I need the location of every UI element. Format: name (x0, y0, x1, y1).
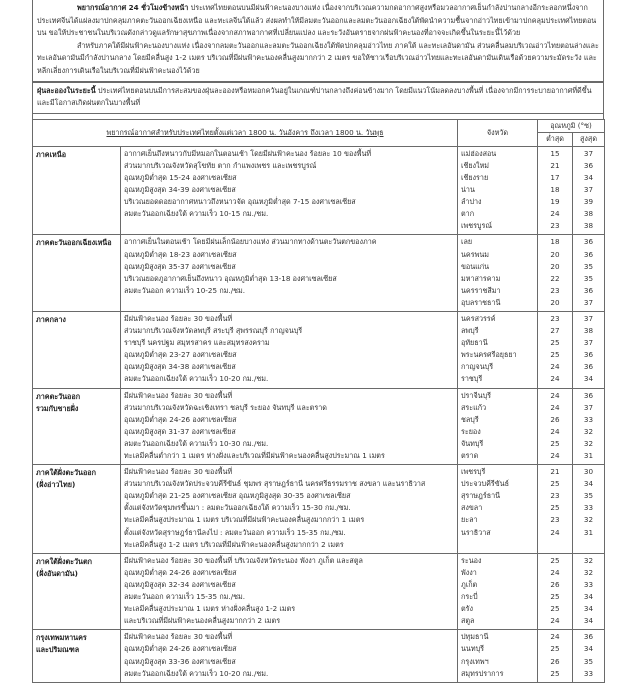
description-line: ลมตะวันออกเฉียงใต้ ความเร็ว 10-30 กม./ชม. (124, 438, 269, 448)
description-line: ลมตะวันออกเฉียงใต้ ความเร็ว 10-20 กม./ชม. (124, 374, 269, 384)
high-temp: 38 (583, 209, 594, 219)
high-temp: 32 (583, 555, 594, 565)
high-temp: 38 (583, 221, 594, 231)
region-name: ภาคตะวันออก (36, 391, 81, 401)
low-temp: 24 (550, 374, 560, 384)
high-temp: 36 (583, 160, 594, 170)
high-temp: 30 (583, 467, 594, 477)
province-name: ระยอง (461, 426, 481, 436)
low-temp: 19 (550, 197, 560, 207)
table-row (33, 235, 605, 312)
description-line: อุณหภูมิต่ำสุด 15-24 องศาเซลเซียส (124, 172, 237, 182)
high-temp: 36 (583, 390, 594, 400)
table-title: พยากรณ์อากาศสำหรับประเทศไทยตั้งแต่เวลา 1800 น. วันอังคาร ถึงเวลา 1800 น. วันพุธ (33, 119, 458, 146)
high-temp: 35 (583, 273, 594, 283)
low-temp: 18 (550, 185, 560, 195)
province-name: ตาก (461, 209, 475, 219)
region-name: ภาคตะวันออกเฉียงเหนือ (36, 238, 112, 248)
description-line: มีฝนฟ้าคะนอง ร้อยละ 30 ของพื้นที่ บริเวณจังหวัดระนอง พังงา ภูเก็ต และสตูล (124, 555, 363, 565)
region-name: (ฝั่งอ่าวไทย) (36, 480, 76, 490)
region-name: รวมกับชายฝั่ง (36, 403, 79, 413)
high-temp-cell (573, 311, 605, 388)
province-name: เชียงใหม่ (461, 160, 490, 170)
high-temp: 36 (583, 237, 594, 247)
table-row (33, 465, 605, 554)
low-temp-cell (538, 388, 573, 465)
low-temp: 25 (550, 503, 560, 513)
province-name: ลพบุรี (461, 326, 479, 336)
province-cell (458, 630, 538, 682)
low-temp-cell (538, 235, 573, 312)
high-temp: 36 (583, 249, 594, 259)
region-name-cell (33, 553, 121, 630)
province-name: ปราจีนบุรี (461, 390, 492, 400)
low-temp-cell (538, 630, 573, 682)
low-temp: 18 (550, 237, 560, 247)
province-name: อุบลราชธานี (461, 297, 501, 307)
high-temp-cell (573, 465, 605, 554)
province-name: น่าน (461, 185, 475, 195)
description-line: อุณหภูมิสูงสุด 35-37 องศาเซลเซียส (124, 261, 236, 271)
high-temp: 35 (583, 656, 594, 666)
high-temp: 34 (583, 616, 594, 626)
low-temp: 25 (550, 644, 560, 654)
description-line: ลมตะวันออก ความเร็ว 10-25 กม./ชม. (124, 285, 246, 295)
temp-header: อุณหภูมิ (°ซ) (538, 119, 605, 133)
description-line: ราชบุรี นครปฐม สมุทรสาคร และสมุทรสงคราม (124, 338, 270, 348)
province-cell (458, 146, 538, 235)
region-name: ภาคใต้ฝั่งตะวันออก (36, 468, 96, 478)
description-line: อุณหภูมิสูงสุด 34-38 องศาเซลเซียส (124, 362, 236, 372)
province-name: ประจวบคีรีขันธ์ (461, 479, 509, 489)
description-line: อุณหภูมิสูงสุด 34-39 องศาเซลเซียส (124, 185, 236, 195)
low-temp: 21 (550, 160, 560, 170)
province-name: สระแก้ว (461, 402, 487, 412)
high-temp: 36 (583, 350, 594, 360)
forecast-table (32, 119, 605, 683)
low-temp: 26 (550, 579, 560, 589)
province-name: สงขลา (461, 503, 483, 513)
province-name: จันทบุรี (461, 438, 484, 448)
high-temp-cell (573, 235, 605, 312)
low-temp: 15 (550, 148, 560, 158)
dust-text: ประเทศไทยตอนบนมีการสะสมของฝุ่นละอองหรือหมอกควันอยู่ในเกณฑ์ปานกลางถึงค่อนข้างมาก โดยมีแนวโน้มลดลงบางพื้นที่ เนื่องจากมีการระบายอากาศที่ดีขึ้น และมีโอกาสเกิดฝนตกในบางพื้นที่ (37, 85, 592, 108)
description-line: อุณหภูมิสูงสุด 33-36 องศาเซลเซียส (124, 656, 236, 666)
high-temp: 33 (583, 668, 594, 678)
description-line: และบริเวณที่มีฝนฟ้าคะนองคลื่นสูงมากกว่า 2 เมตร (124, 616, 281, 626)
high-temp: 35 (583, 261, 594, 271)
low-temp: 23 (550, 313, 560, 323)
province-name: ลำปาง (461, 197, 482, 207)
region-description-cell (121, 388, 458, 465)
low-temp: 25 (550, 592, 560, 602)
description-line: ลมตะวันออกเฉียงใต้ ความเร็ว 10-20 กม./ชม. (124, 668, 269, 678)
province-name: แม่ฮ่องสอน (461, 148, 497, 158)
description-line: บริเวณยอดดอยอากาศหนาวถึงหนาวจัด อุณหภูมิต่ำสุด 7-15 องศาเซลเซียส (124, 197, 356, 207)
province-name: มหาสารคาม (461, 273, 501, 283)
low-temp: 21 (550, 467, 560, 477)
description-line: อุณหภูมิต่ำสุด 23-27 องศาเซลเซียส (124, 350, 237, 360)
province-name: กาญจนบุรี (461, 362, 494, 372)
province-name: ภูเก็ต (461, 579, 478, 589)
low-temp: 26 (550, 656, 560, 666)
province-name: พระนครศรีอยุธยา (461, 350, 517, 360)
province-name: นครสวรรค์ (461, 313, 496, 323)
province-name: ขอนแก่น (461, 261, 490, 271)
low-temp: 25 (550, 338, 560, 348)
province-cell (458, 465, 538, 554)
region-name-cell (33, 235, 121, 312)
province-name: พังงา (461, 567, 477, 577)
low-temp: 23 (550, 491, 560, 501)
region-description-cell (121, 235, 458, 312)
description-line: ส่วนมากบริเวณจังหวัดประจวบคีรีขันธ์ ชุมพร สุราษฎร์ธานี นครศรีธรรมราช สงขลา และนราธิวาส (124, 479, 426, 489)
low-temp: 24 (550, 616, 560, 626)
description-line: ทะเลมีคลื่นสูงประมาณ 1 เมตร ห่างฝั่งคลื่นสูง 1-2 เมตร (124, 604, 296, 614)
description-line: บริเวณยอดภูอากาศเย็นถึงหนาว อุณหภูมิต่ำสุด 13-18 องศาเซลเซียส (124, 273, 337, 283)
high-header: สูงสุด (573, 133, 605, 147)
region-description-cell (121, 311, 458, 388)
low-temp: 22 (550, 273, 560, 283)
high-temp: 32 (583, 438, 594, 448)
region-name: ภาคใต้ฝั่งตะวันตก (36, 556, 92, 566)
low-temp: 25 (550, 555, 560, 565)
low-temp: 20 (550, 297, 560, 307)
low-temp: 24 (550, 390, 560, 400)
low-temp-cell (538, 465, 573, 554)
high-temp: 37 (583, 185, 594, 195)
description-line: ลมตะวันออก ความเร็ว 15-35 กม./ชม. (124, 592, 246, 602)
region-name: และปริมณฑล (36, 645, 80, 655)
low-temp: 27 (550, 326, 560, 336)
table-row (33, 388, 605, 465)
region-name-cell (33, 465, 121, 554)
low-temp: 24 (550, 362, 560, 372)
description-line: มีฝนฟ้าคะนอง ร้อยละ 30 ของพื้นที่ (124, 467, 233, 477)
description-line: ตั้งแต่จังหวัดชุมพรขึ้นมา : ลมตะวันออกเฉียงใต้ ความเร็ว 15-30 กม./ชม. (124, 503, 351, 513)
description-line: ส่วนมากบริเวณจังหวัดฉะเชิงเทรา ชลบุรี ระยอง จันทบุรี และตราด (124, 402, 327, 412)
description-line: ลมตะวันออกเฉียงใต้ ความเร็ว 10-15 กม./ชม. (124, 209, 269, 219)
region-name: กรุงเทพมหานคร (36, 633, 87, 643)
region-description-cell (121, 553, 458, 630)
description-line: ส่วนมากบริเวณจังหวัดลพบุรี สระบุรี สุพรรณบุรี กาญจนบุรี (124, 326, 303, 336)
high-temp-cell (573, 630, 605, 682)
low-temp: 25 (550, 668, 560, 678)
dust-box (32, 82, 604, 114)
high-temp: 37 (583, 338, 594, 348)
forecast-document (32, 0, 604, 683)
table-body (33, 146, 605, 682)
high-temp: 32 (583, 426, 594, 436)
low-temp: 20 (550, 249, 560, 259)
low-temp: 24 (550, 402, 560, 412)
low-temp: 24 (550, 527, 560, 537)
description-line: ส่วนมากบริเวณจังหวัดสุโขทัย ตาก กำแพงเพชร และเพชรบูรณ์ (124, 160, 317, 170)
province-name: เชียงราย (461, 172, 489, 182)
high-temp: 34 (583, 592, 594, 602)
low-temp: 24 (550, 209, 560, 219)
province-name: ตรัง (461, 604, 474, 614)
low-temp: 24 (550, 426, 560, 436)
province-name: ปทุมธานี (461, 632, 489, 642)
region-name-cell (33, 311, 121, 388)
low-temp: 24 (550, 567, 560, 577)
province-name: นครราชสีมา (461, 285, 501, 295)
description-line: ทะเลมีคลื่นสูง 1-2 เมตร บริเวณที่มีฝนฟ้าคะนองคลื่นสูงมากกว่า 2 เมตร (124, 539, 344, 549)
high-temp: 34 (583, 172, 594, 182)
high-temp: 37 (583, 297, 594, 307)
description-line: ทะเลมีคลื่นสูงประมาณ 1 เมตร บริเวณที่มีฝนฟ้าคะนองคลื่นสูงมากกว่า 1 เมตร (124, 515, 365, 525)
high-temp: 34 (583, 604, 594, 614)
province-name: สตูล (461, 616, 475, 626)
high-temp: 39 (583, 197, 594, 207)
description-line: อุณหภูมิต่ำสุด 21-25 องศาเซลเซียส อุณหภูมิสูงสุด 30-35 องศาเซลเซียส (124, 491, 351, 501)
high-temp: 34 (583, 374, 594, 384)
high-temp: 37 (583, 402, 594, 412)
region-name: ภาคเหนือ (36, 149, 67, 159)
high-temp: 34 (583, 644, 594, 654)
province-name: นราธิวาส (461, 527, 491, 537)
low-temp: 24 (550, 632, 560, 642)
description-line: มีฝนฟ้าคะนอง ร้อยละ 30 ของพื้นที่ (124, 390, 233, 400)
low-temp: 23 (550, 515, 560, 525)
province-name: กรุงเทพฯ (461, 656, 489, 666)
description-line: อุณหภูมิสูงสุด 32-34 องศาเซลเซียส (124, 579, 236, 589)
high-temp: 33 (583, 503, 594, 513)
region-name-cell (33, 388, 121, 465)
region-description-cell (121, 630, 458, 682)
high-temp: 35 (583, 491, 594, 501)
province-name: เลย (461, 237, 473, 247)
summary-box (32, 0, 604, 82)
low-temp: 25 (550, 604, 560, 614)
table-row (33, 146, 605, 235)
description-line: อุณหภูมิต่ำสุด 18-23 องศาเซลเซียส (124, 249, 237, 259)
province-name: ตราด (461, 451, 479, 460)
dust-paragraph (37, 85, 599, 110)
dust-heading: ฝุ่นละอองในระยะนี้ (37, 85, 96, 95)
province-cell (458, 553, 538, 630)
high-temp: 37 (583, 148, 594, 158)
province-cell (458, 311, 538, 388)
region-name: ภาคกลาง (36, 314, 66, 324)
description-line: อุณหภูมิต่ำสุด 24-26 องศาเซลเซียส (124, 414, 237, 424)
high-temp: 38 (583, 326, 594, 336)
low-temp-cell (538, 146, 573, 235)
low-temp: 26 (550, 414, 560, 424)
high-temp-cell (573, 388, 605, 465)
low-header: ต่ำสุด (538, 133, 573, 147)
high-temp: 33 (583, 414, 594, 424)
high-temp: 36 (583, 632, 594, 642)
region-name-cell (33, 630, 121, 682)
description-line: อากาศเย็นถึงหนาวกับมีหมอกในตอนเช้า โดยมีฝนฟ้าคะนอง ร้อยละ 10 ของพื้นที่ (124, 148, 372, 158)
province-name: นนทบุรี (461, 644, 484, 654)
province-name: กระบี่ (461, 592, 478, 602)
description-line: มีฝนฟ้าคะนอง ร้อยละ 30 ของพื้นที่ (124, 632, 233, 642)
high-temp: 32 (583, 515, 594, 525)
table-row (33, 553, 605, 630)
high-temp: 36 (583, 285, 594, 295)
description-line: ทะเลมีคลื่นต่ำกว่า 1 เมตร ห่างฝั่งและบริเวณที่มีฝนฟ้าคะนองคลื่นสูงประมาณ 1 เมตร (124, 451, 385, 460)
region-description-cell (121, 146, 458, 235)
province-name: ราชบุรี (461, 374, 483, 384)
high-temp-cell (573, 553, 605, 630)
low-temp: 25 (550, 479, 560, 489)
high-temp: 37 (583, 313, 594, 323)
high-temp: 31 (583, 527, 594, 537)
province-name: สุราษฎร์ธานี (461, 491, 501, 501)
description-line: อุณหภูมิต่ำสุด 24-26 องศาเซลเซียส (124, 567, 237, 577)
description-line: อากาศเย็นในตอนเช้า โดยมีฝนเล็กน้อยบางแห่ง ส่วนมากทางด้านตะวันตกของภาค (124, 237, 377, 247)
high-temp-cell (573, 146, 605, 235)
province-name: ระนอง (461, 555, 482, 565)
forecast-24h-heading: พยากรณ์อากาศ 24 ชั่วโมงข้างหน้า (77, 3, 189, 12)
province-name: สมุทรปราการ (461, 668, 504, 678)
description-line: อุณหภูมิต่ำสุด 24-26 องศาเซลเซียส (124, 644, 237, 654)
low-temp-cell (538, 553, 573, 630)
region-name: (ฝั่งอันดามัน) (36, 568, 78, 578)
table-header-row (33, 119, 605, 133)
description-line: มีฝนฟ้าคะนอง ร้อยละ 30 ของพื้นที่ (124, 313, 233, 323)
forecast-24h-text: ประเทศไทยตอนบนมีฝนฟ้าคะนองบางแห่ง เนื่องจากบริเวณความกดอากาศสูงหรือมวลอากาศเย็นกำลังปานกลางอีกระลอกหนึ่งจากประเทศจีนได้แผ่ลงมาปกคลุมภาคตะวันออกเฉียงเหนือ และทะเลจีนใต้แล้ว ส่งผลทำให้มีลมตะวันออกและลมตะวันออกเฉียงใต้พัดนำความชื้นจากอ่าวไทยเข้ามาปกคลุมประเทศไทยตอนบน ขอให้ประชาชนในบริเวณดังกล่าวดูแลรักษาสุขภาพเนื่องจากสภาพอากาศที่เปลี่ยนแปลง และระวังอันตรายจากฝนฟ้าคะนองที่อาจจะเกิดขึ้นในระยะนี้ไว้ด้วย (37, 3, 597, 38)
low-temp: 24 (550, 451, 560, 460)
low-temp-cell (538, 311, 573, 388)
region-description-cell (121, 465, 458, 554)
region-name-cell (33, 146, 121, 235)
province-name: เพชรบุรี (461, 467, 486, 477)
province-name: ชลบุรี (461, 414, 479, 424)
province-name: นครพนม (461, 249, 489, 259)
south-paragraph: สำหรับภาคใต้มีฝนฟ้าคะนองบางแห่ง เนื่องจากลมตะวันออกและลมตะวันออกเฉียงใต้พัดปกคลุมอ่าวไทย ภาคใต้ และทะเลอันดามัน ส่วนคลื่นลมบริเวณอ่าวไทยตอนล่างและทะเลอันดามันมีกำลังปานกลาง โดยมีคลื่นสูง 1-2 เมตร บริเวณที่มีฝนฟ้าคะนองคลื่นสูงมากกว่า 2 เมตร ขอให้ชาวเรือบริเวณอ่าวไทยและทะเลอันดามันเดินเรือด้วยความระมัดระวัง และหลีกเลี่ยงการเดินเรือในบริเวณที่มีฝนฟ้าคะนองไว้ด้วย (37, 40, 599, 75)
description-line: ตั้งแต่จังหวัดสุราษฎร์ธานีลงไป : ลมตะวันออก ความเร็ว 15-35 กม./ชม. (124, 527, 346, 537)
table-row (33, 630, 605, 682)
high-temp: 31 (583, 451, 594, 460)
table-row (33, 311, 605, 388)
province-header: จังหวัด (458, 119, 538, 146)
description-line: อุณหภูมิสูงสุด 31-37 องศาเซลเซียส (124, 426, 236, 436)
province-name: อุทัยธานี (461, 338, 488, 348)
low-temp: 23 (550, 285, 560, 295)
low-temp: 17 (550, 172, 560, 182)
high-temp: 33 (583, 579, 594, 589)
province-cell (458, 388, 538, 465)
low-temp: 25 (550, 438, 560, 448)
province-name: เพชรบูรณ์ (461, 221, 493, 231)
forecast-24h-paragraph (37, 2, 599, 40)
high-temp: 36 (583, 362, 594, 372)
low-temp: 20 (550, 261, 560, 271)
high-temp: 34 (583, 479, 594, 489)
low-temp: 23 (550, 221, 560, 231)
high-temp: 32 (583, 567, 594, 577)
province-name: ยะลา (461, 515, 478, 525)
low-temp: 25 (550, 350, 560, 360)
province-cell (458, 235, 538, 312)
